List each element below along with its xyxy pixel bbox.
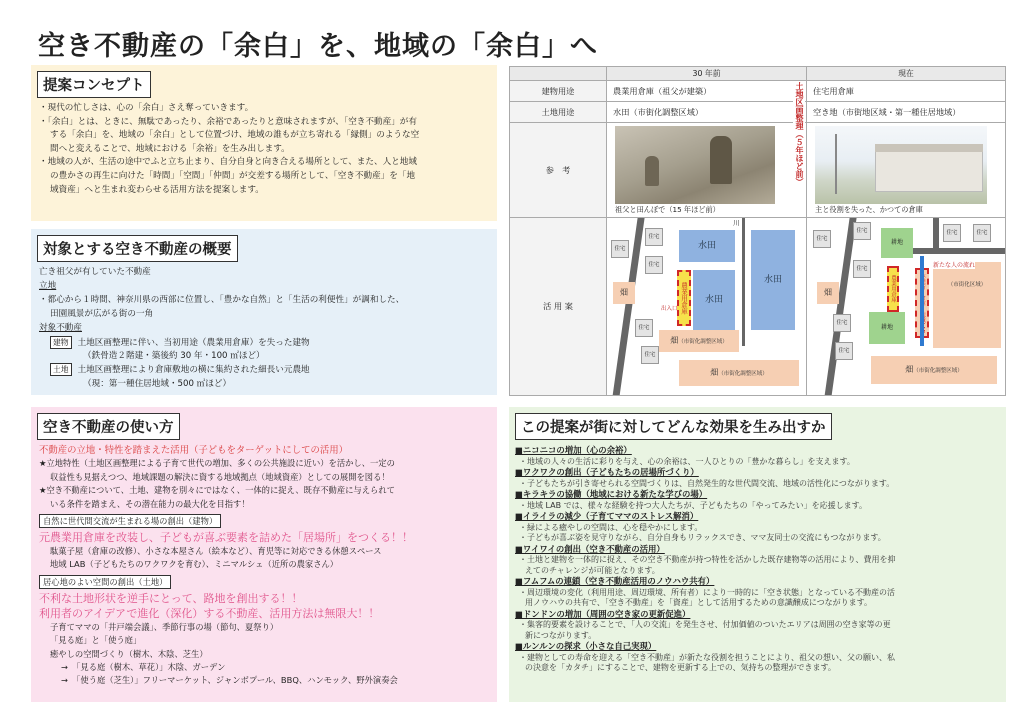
- usage-text: [31, 444, 497, 688]
- building-line: （鉄骨造２階建・築後約 30 年・100 ㎡ほど）: [83, 351, 265, 362]
- location-label: 立地: [39, 281, 57, 292]
- concept-heading: 提案コンセプト: [37, 71, 151, 98]
- effect-item: [515, 445, 1000, 467]
- effect-head: ■キラキラの協働（地域における新たな学びの場）: [515, 489, 708, 499]
- effect-item: [515, 511, 1000, 544]
- sub1-line: 駄菓子屋（倉庫の改修）、小さな本屋さん（絵本など）、育児等に対応できる休憩スペース: [50, 546, 382, 557]
- effect-body: ・周辺環境の変化（利用用途、周辺環境、所有者）により一時的に「空き状態」となっている不動産の活: [519, 587, 895, 597]
- land-line: 土地区画整理により倉庫敷地の横に集約された細長い元農地: [77, 365, 310, 376]
- house: 住宅: [645, 256, 663, 274]
- photo-now: [815, 126, 987, 204]
- effects-list: [509, 444, 1006, 674]
- overview-intro: 亡き祖父が有していた不動産: [39, 267, 151, 277]
- land-line: （現：第一種住居地域・500 ㎡ほど）: [83, 378, 232, 389]
- concept-line: 間へと変えることで、地域における「余裕」を生み出します。: [50, 143, 290, 154]
- row-use-past: 農業用倉庫（祖父が建築）: [606, 80, 807, 102]
- effect-body: ・建物としての寿命を迎える「空き不動産」が新たな役割を担うことにより、祖父の想い、父の願い、私: [519, 652, 895, 662]
- ref-past-cell: [606, 122, 807, 218]
- table-corner: [509, 66, 607, 81]
- ref-now-cell: [806, 122, 1006, 218]
- farm-shed: 農業用倉庫: [887, 266, 899, 312]
- sub2-line: 子育てママの「井戸端会議」、季節行事の場（節句、夏祭り）: [50, 621, 279, 632]
- star-line: 収益性も見据えつつ、地域課題の解決に資する地域拠点（地域資産）としての展開を図る！: [50, 471, 390, 482]
- effect-head: ■ルンルンの探求（小さな自己実現）: [515, 641, 657, 651]
- field: 畑: [817, 282, 839, 304]
- field-label: 畑: [905, 365, 914, 374]
- star-line: ★空き不動産について、土地、建物を別々にではなく、一体的に捉え、既存不動産に与えられて: [39, 485, 395, 496]
- river-label: 川: [733, 219, 740, 227]
- row-use-now: 住宅用倉庫: [806, 80, 1006, 102]
- effect-item: [515, 609, 1000, 642]
- field-zone: [659, 330, 739, 352]
- effect-body: 新につながります。: [525, 630, 597, 640]
- effect-body: ・土地と建物を一体的に捉え、その空き不動産が持つ特性を活かした既存建物等の活用により、費用を抑: [519, 555, 896, 564]
- effect-body: 用ノウハウの共有で、「空き不動産」を「資産」として活用するための意識醸成につながります。: [525, 598, 873, 607]
- sub2-line: 「見る庭」と「使う庭」: [50, 635, 142, 646]
- row-land-now: 空き地（市街地区域・第一種住居地域）: [806, 101, 1006, 123]
- effect-head: ■フムフムの連鎖（空き不動産活用のノウハウ共有）: [515, 576, 715, 586]
- overview-heading: 対象とする空き不動産の概要: [37, 235, 238, 262]
- effect-head: ■ワイワイの創出（空き不動産の活用）: [515, 543, 665, 554]
- photo-past: [615, 126, 775, 204]
- field-zone-note: （市街化調整区域）: [913, 368, 963, 374]
- field-zone: [871, 356, 997, 384]
- house: 住宅: [833, 314, 851, 332]
- effects-heading: この提案が街に対してどんな効果を生み出すか: [515, 413, 832, 440]
- usage-panel: [31, 407, 497, 702]
- effect-body: の決意を「カタチ」にすることで、建物を更新する上での、気持ちの整理ができます。: [525, 663, 836, 672]
- field-zone-note: （市街化調整区域）: [718, 371, 768, 377]
- house: 住宅: [635, 319, 653, 337]
- concept-text: [31, 102, 497, 197]
- field-label: 畑: [710, 368, 719, 377]
- concept-panel: [31, 65, 497, 221]
- field-zone: [679, 360, 799, 386]
- comparison-table: [509, 66, 1006, 396]
- sub1-line: 地域 LAB（子どもたちのワクワクを育む）、ミニマルシェ（近所の農家さん）: [50, 559, 339, 570]
- effect-item: [515, 576, 1000, 609]
- pole-shape: [835, 134, 837, 194]
- location-line: 田園風景が広がる街の一角: [50, 308, 154, 319]
- river-line: [742, 218, 745, 346]
- house: 住宅: [645, 228, 663, 246]
- effect-body: ・地域 LAB では、様々な経験を持つ大人たちが、子どもたちの「やってみたい」を応援します。: [519, 500, 868, 510]
- road: [903, 248, 1006, 254]
- subhead-building: 自然に世代間交流が生まれる場の創出（建物）: [39, 514, 221, 528]
- paddy: 水田: [693, 270, 735, 330]
- effect-head: ■ニコニコの増加（心の余裕）: [515, 445, 632, 455]
- page-title: 空き不動産の「余白」を、地域の「余白」へ: [38, 31, 598, 62]
- effect-body: えてのチャレンジが可能となります。: [525, 565, 660, 575]
- land-tag: 土地: [50, 363, 72, 376]
- row-use-label: 建物用途: [509, 80, 607, 102]
- field-zone-note: （市街化調整区域）: [678, 339, 728, 345]
- house: 住宅: [641, 346, 659, 364]
- photo-past-caption: 祖父と田んぼで（15 年ほど前）: [615, 205, 720, 214]
- usage-lead: 不動産の立地・特性を踏まえた活用（子どもをターゲットにしての活用）: [39, 445, 349, 456]
- effect-item: [515, 544, 1000, 577]
- sub2-lead: 利用者のアイデアで進化（深化）する不動産、活用方法は無限大！！: [39, 606, 380, 620]
- concept-line: 域資産」へと生まれ変わらせる活用方法を提案します。: [50, 184, 264, 195]
- concept-line: ・地域の人が、生活の途中でふと立ち止まり、自分自身と向き合える場所として、また、人と地域: [39, 157, 417, 168]
- effect-head: ■イライラの減少（子育てママのストレス解消）: [515, 511, 699, 521]
- farmland: 耕地: [869, 312, 905, 344]
- entrance-label: 出入口: [661, 306, 678, 312]
- effect-head: ■ワクワクの創出（子どもたちの居場所づくり）: [515, 467, 699, 477]
- paddy: 水田: [751, 230, 795, 330]
- effects-panel: [509, 407, 1006, 702]
- target-label: 対象不動産: [39, 322, 82, 333]
- subhead-land: 居心地のよい空間の創出（土地）: [39, 575, 171, 589]
- field-label: 畑: [670, 336, 679, 345]
- sub2-line: 癒やしの空間づくり（樹木、木陰、芝生）: [50, 648, 208, 659]
- zone-area: （市街化区域）: [933, 262, 1001, 348]
- house: 住宅: [943, 224, 961, 242]
- effect-body: ・集客的要素を設けることで、「人の交流」を発生させ、付加価値のついたエリアは周囲の空き家等の更: [519, 620, 891, 629]
- sub2-lead: 不利な土地形状を逆手にとって、路地を創出する！！: [39, 591, 303, 605]
- house: 住宅: [853, 260, 871, 278]
- sub1-lead: 元農業用倉庫を改装し、子どもが喜ぶ要素を詰めた「居場所」をつくる！！: [39, 531, 413, 545]
- location-line: ・都心から１時間、神奈川県の西部に位置し、「豊かな自然」と「生活の利便性」が調和した、: [39, 295, 405, 306]
- usage-heading: 空き不動産の使い方: [37, 413, 180, 440]
- new-flow-label: 新たな人の流れ: [933, 262, 976, 269]
- building-tag: 建物: [50, 336, 72, 349]
- star-line: ★立地特性（土地区画整理による子育て世代の増加、多くの公共施設に近い）を活かし、一定の: [39, 458, 395, 469]
- paddy: 水田: [679, 230, 735, 262]
- house: 住宅: [853, 222, 871, 240]
- effect-item: [515, 489, 1000, 511]
- row-land-label: 土地用途: [509, 101, 607, 123]
- warehouse-roof: [875, 144, 983, 152]
- effect-body: ・子どもが喜ぶ姿を見守りながら、自分自身もリラックスでき、ママ友同士の交流にもつながります。: [519, 533, 886, 542]
- overview-text: [31, 266, 497, 391]
- house: 住宅: [835, 342, 853, 360]
- new-flow-arrow: [920, 256, 924, 346]
- road: [933, 218, 939, 252]
- building-line: 土地区画整理に伴い、当初用途（農業用倉庫）を失った建物: [77, 338, 310, 349]
- house: 住宅: [813, 230, 831, 248]
- effect-body: ・緑による癒やしの空間は、心を穏やかにします。: [519, 522, 703, 532]
- person-figure: [710, 136, 732, 184]
- person-figure: [645, 156, 659, 186]
- house: 住宅: [973, 224, 991, 242]
- concept-line: ・現代の忙しさは、心の「余白」さえ奪っていきます。: [39, 103, 254, 113]
- star-line: いる条件を踏まえ、その潜在能力の最大化を目指す！: [50, 498, 250, 509]
- concept-line: の豊かさの再生に向けた「時間」「空間」「仲間」が交差する場所として、「空き不動産」を「地: [50, 170, 416, 181]
- effect-body: ・子どもたちが引き寄せられる空間づくりは、自然発生的な世代間交流、地域の活性化につながります。: [519, 478, 895, 488]
- house: 住宅: [611, 240, 629, 258]
- effect-head: ■ドンドンの増加（周囲の空き家の更新促進）: [515, 608, 691, 619]
- farm-shed: 農業用倉庫: [677, 270, 691, 326]
- middle-note: 土地区画整理（５年ほど前）: [793, 82, 805, 202]
- effect-item: [515, 467, 1000, 489]
- photo-now-caption: 主と役割を失った、かつての倉庫: [815, 205, 923, 214]
- effect-item: [515, 641, 1000, 674]
- sub2-arrow: → 「見る庭（樹木、草花）」木陰、ガーデン: [61, 662, 226, 673]
- row-ref-label: 参 考: [509, 122, 607, 218]
- sub2-arrow: → 「使う庭（芝生）」フリーマーケット、ジャンボプール、BBQ、ハンモック、野外演奏会: [61, 675, 398, 686]
- map-now: [806, 217, 1006, 396]
- row-plan-label: 活 用 案: [509, 217, 607, 396]
- effect-body: ・地域の人々の生活に彩りを与え、心の余裕は、一人ひとりの「豊かな暮らし」を支えます。: [519, 456, 855, 466]
- col-past: 30 年前: [606, 66, 807, 81]
- col-now: 現在: [806, 66, 1006, 81]
- farmland: 耕地: [881, 228, 913, 258]
- concept-line: する「余白」を、地域の「余白」として位置づけ、地域の誰もが立ち寄れる「縁側」のような空: [50, 130, 420, 141]
- overview-panel: [31, 229, 497, 395]
- warehouse-shape: [875, 150, 983, 192]
- map-past: [606, 217, 807, 396]
- field: 畑: [613, 282, 635, 304]
- concept-line: ・「余白」とは、ときに、無駄であったり、余裕であったりと意味されますが、「空き不動産」が有: [39, 116, 417, 127]
- row-land-past: 水田（市街化調整区域）: [606, 101, 807, 123]
